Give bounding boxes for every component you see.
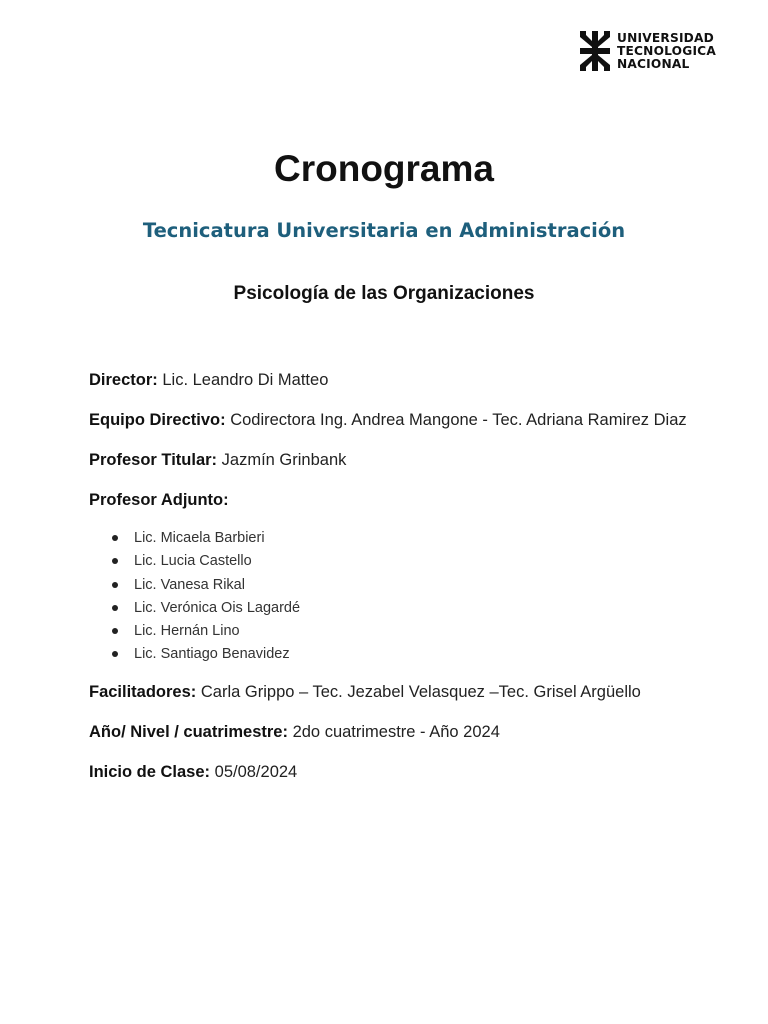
- list-item: [110, 575, 300, 598]
- profesor-adjunto-list: [110, 528, 300, 668]
- bullet-icon: [112, 605, 118, 611]
- list-item-text: Lic. Micaela Barbieri: [134, 530, 265, 546]
- equipo-directivo-value: Codirectora Ing. Andrea Mangone - Tec. Adriana Ramirez Diaz: [230, 411, 687, 429]
- bullet-icon: [112, 651, 118, 657]
- list-item: [110, 551, 300, 574]
- list-item: [110, 621, 300, 644]
- list-item-text: Lic. Hernán Lino: [134, 623, 240, 640]
- list-item: [110, 644, 300, 667]
- anio-nivel-label: Año/ Nivel / cuatrimestre:: [89, 723, 288, 741]
- university-logo: [580, 31, 716, 71]
- profesor-titular-field: [89, 451, 346, 470]
- list-item-text: Lic. Verónica Ois Lagardé: [134, 599, 301, 616]
- inicio-clase-value: 05/08/2024: [214, 763, 298, 781]
- director-label: Director:: [89, 371, 158, 389]
- director-value: Lic. Leandro Di Matteo: [162, 371, 329, 389]
- facilitadores-field: [89, 683, 641, 702]
- inicio-clase-field: [89, 763, 297, 782]
- profesor-adjunto-field: [89, 491, 229, 510]
- list-item: [110, 528, 300, 551]
- list-item: [110, 598, 300, 621]
- equipo-directivo-field: [89, 411, 687, 430]
- profesor-titular-value: Jazmín Grinbank: [221, 451, 347, 469]
- anio-nivel-value: 2do cuatrimestre - Año 2024: [292, 723, 500, 741]
- bullet-icon: [112, 558, 118, 564]
- bullet-icon: [112, 628, 118, 634]
- bullet-icon: [112, 535, 118, 541]
- list-item-text: Lic. Lucia Castello: [134, 553, 252, 570]
- profesor-titular-label: Profesor Titular:: [89, 451, 218, 469]
- page-title: Cronograma: [274, 148, 494, 189]
- inicio-clase-label: Inicio de Clase:: [89, 763, 211, 781]
- logo-line-1: UNIVERSIDAD: [617, 30, 714, 45]
- director-field: [89, 371, 328, 390]
- equipo-directivo-label: Equipo Directivo:: [89, 411, 226, 429]
- university-name: [617, 32, 716, 71]
- logo-line-3: NACIONAL: [617, 56, 690, 71]
- profesor-adjunto-label: Profesor Adjunto:: [89, 491, 229, 509]
- logo-line-2: TECNOLOGICA: [617, 43, 716, 58]
- list-item-text: Lic. Santiago Benavidez: [134, 646, 290, 663]
- program-subtitle: Tecnicatura Universitaria en Administración: [142, 219, 626, 242]
- utn-emblem-icon: [580, 31, 610, 71]
- facilitadores-value: Carla Grippo – Tec. Jezabel Velasquez –Tec. Grisel Argüello: [200, 683, 641, 701]
- list-item-text: Lic. Vanesa Rikal: [134, 576, 245, 593]
- facilitadores-label: Facilitadores:: [89, 683, 197, 701]
- anio-nivel-field: [89, 723, 500, 742]
- bullet-icon: [112, 582, 118, 588]
- course-title: Psicología de las Organizaciones: [233, 283, 535, 304]
